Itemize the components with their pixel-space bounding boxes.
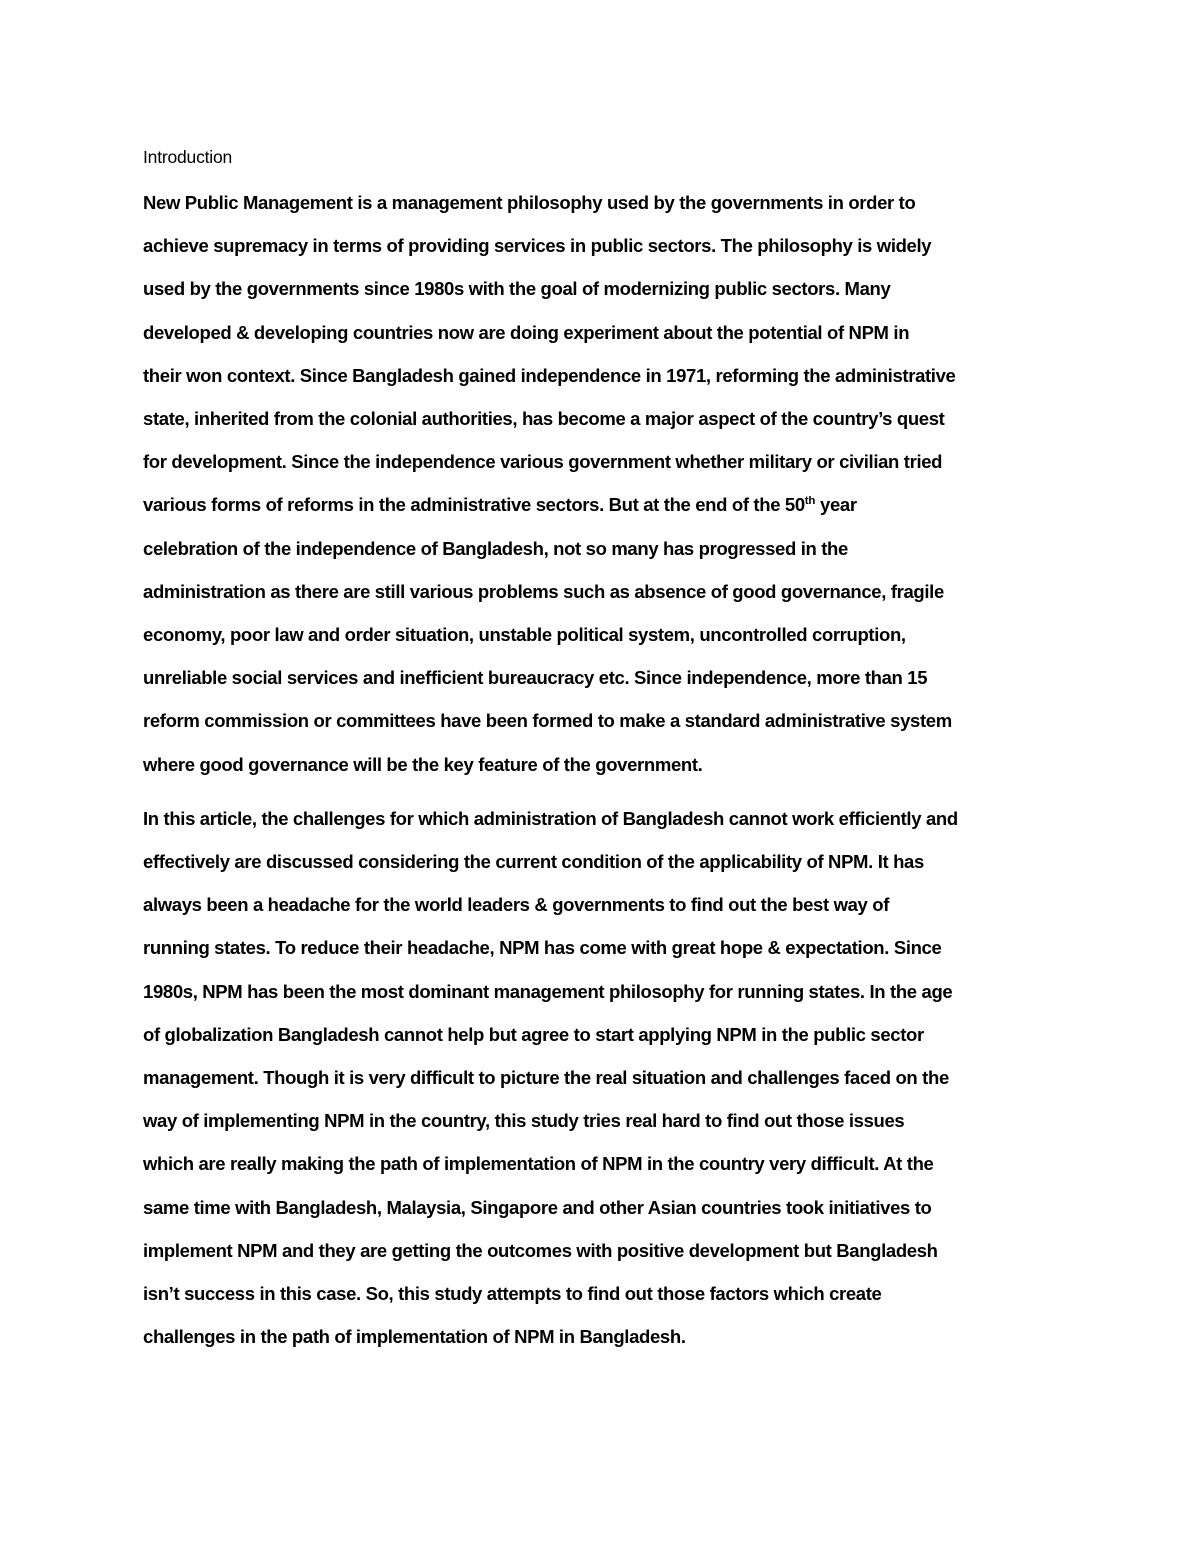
text-line: developed & developing countries now are doing experiment about the potential of NPM in xyxy=(143,321,910,343)
text-line: New Public Management is a management philosophy used by the governments in order to xyxy=(143,192,916,213)
superscript-ordinal: th xyxy=(804,495,816,508)
text-line: way of implementing NPM in the country, this study tries real hard to find out those issues xyxy=(143,1110,905,1132)
text-line: which are really making the path of implementation of NPM in the country very difficult. At the xyxy=(143,1153,934,1175)
text-line: challenges in the path of implementation of NPM in Bangladesh. xyxy=(143,1326,686,1348)
text-line: economy, poor law and order situation, unstable political system, uncontrolled corruption, xyxy=(143,624,906,646)
text-line: where good governance will be the key feature of the government. xyxy=(143,753,703,775)
text-line: isn’t success in this case. So, this study attempts to find out those factors which create xyxy=(143,1283,882,1305)
text-line: used by the governments since 1980s with the goal of modernizing public sectors. Many xyxy=(143,278,891,300)
text-line: celebration of the independence of Bangladesh, not so many has progressed in the xyxy=(143,537,848,559)
paragraph-intro-npm xyxy=(143,181,1103,786)
text-line: for development. Since the independence various government whether military or civilian tried xyxy=(143,451,943,473)
text-line: management. Though it is very difficult to picture the real situation and challenges faced on the xyxy=(143,1067,949,1089)
text-line: 1980s, NPM has been the most dominant management philosophy for running states. In the age xyxy=(143,980,953,1002)
text-segment: year xyxy=(815,494,857,516)
text-line: unreliable social services and inefficient bureaucracy etc. Since independence, more than 15 xyxy=(143,667,928,689)
text-line: state, inherited from the colonial authorities, has become a major aspect of the country’s quest xyxy=(143,408,945,430)
text-line: effectively are discussed considering the current condition of the applicability of NPM. It has xyxy=(143,851,924,873)
text-line: always been a headache for the world leaders & governments to find out the best way of xyxy=(143,894,890,916)
text-line-with-superscript xyxy=(143,483,1103,526)
text-line: implement NPM and they are getting the outcomes with positive development but Bangladesh xyxy=(143,1239,938,1261)
text-segment: various forms of reforms in the administrative sectors. But at the end of the 50 xyxy=(143,494,805,516)
text-line: same time with Bangladesh, Malaysia, Singapore and other Asian countries took initiatives to xyxy=(143,1196,932,1218)
text-line: administration as there are still various problems such as absence of good governance, fragile xyxy=(143,580,944,602)
document-content xyxy=(143,144,1103,1358)
text-line: achieve supremacy in terms of providing services in public sectors. The philosophy is widely xyxy=(143,235,932,257)
text-line: reform commission or committees have been formed to make a standard administrative system xyxy=(143,710,952,732)
text-line: their won context. Since Bangladesh gained independence in 1971, reforming the administrative xyxy=(143,364,956,386)
section-heading: Introduction xyxy=(143,147,233,167)
text-line: In this article, the challenges for which administration of Bangladesh cannot work efficiently and xyxy=(143,807,958,829)
text-line: of globalization Bangladesh cannot help but agree to start applying NPM in the public sector xyxy=(143,1023,924,1045)
text-line: running states. To reduce their headache, NPM has come with great hope & expectation. Since xyxy=(143,937,942,959)
paragraph-article-scope xyxy=(143,797,1103,1359)
